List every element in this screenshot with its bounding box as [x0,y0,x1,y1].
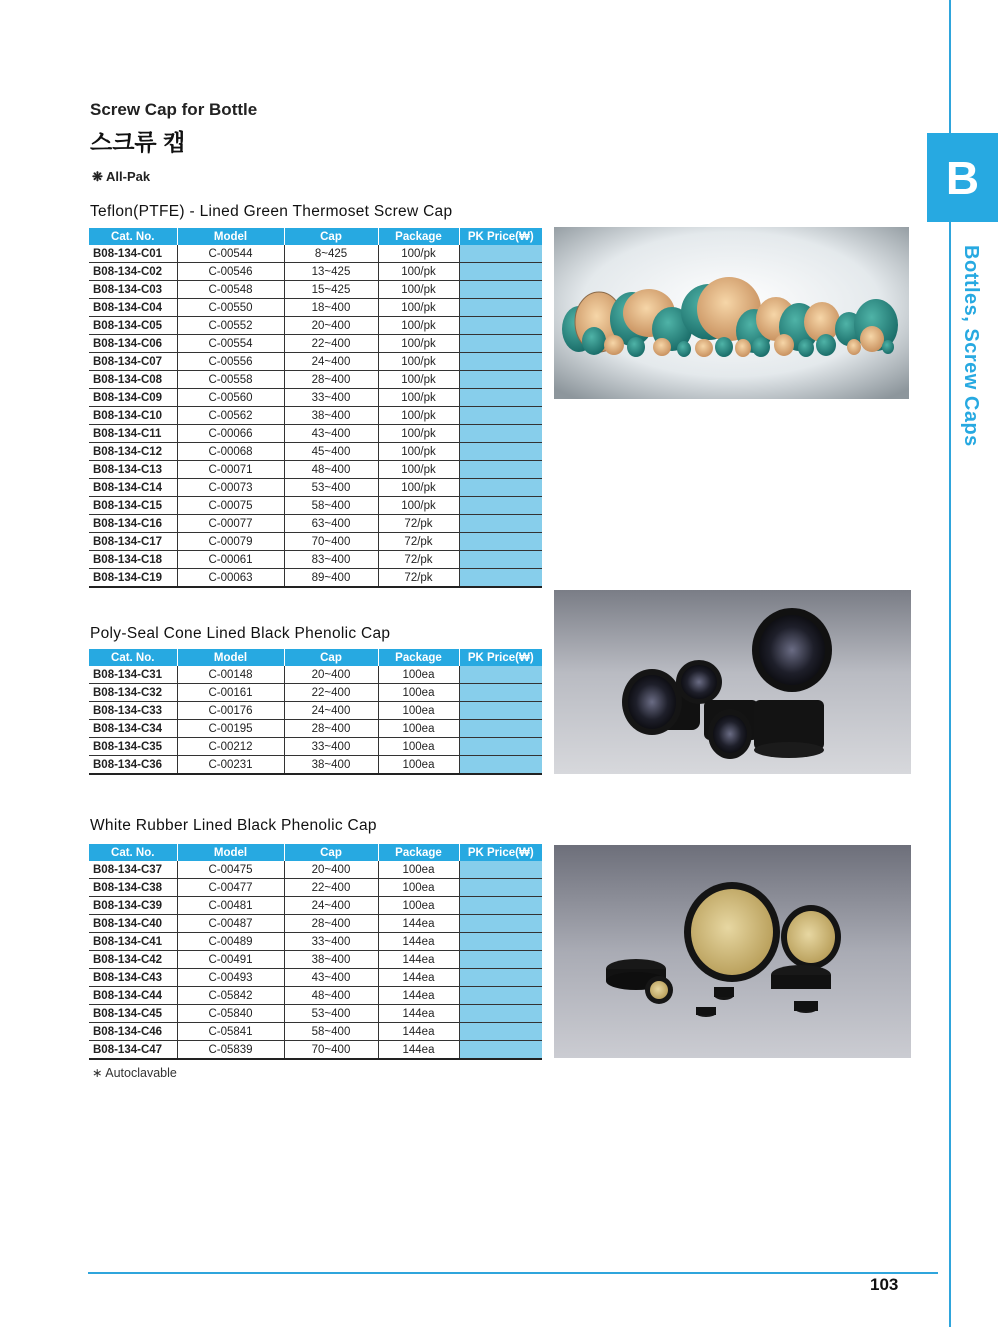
price-cell [459,969,542,987]
table-row [89,897,542,915]
package-cell: 100ea [378,720,459,738]
price-cell [459,389,542,407]
col-header-price: PK Price(₩) [459,649,542,666]
model-cell: C-00212 [177,738,284,756]
cap-cell: 20~400 [284,666,378,684]
footnote-autoclavable: ∗ Autoclavable [92,1066,177,1080]
table-poly-seal [89,649,542,775]
price-cell [459,861,542,879]
col-header-model: Model [177,228,284,245]
price-cell [459,407,542,425]
cap-cell: 13~425 [284,263,378,281]
package-cell: 100/pk [378,335,459,353]
model-cell: C-00544 [177,245,284,263]
col-header-cap: Cap [284,649,378,666]
table-row [89,461,542,479]
cap-cell: 45~400 [284,443,378,461]
table-row [89,389,542,407]
package-cell: 100ea [378,861,459,879]
model-cell: C-05842 [177,987,284,1005]
price-cell [459,533,542,551]
page-title-ko: 스크류 캡 [90,129,186,155]
package-cell: 100ea [378,666,459,684]
table-row [89,479,542,497]
price-cell [459,443,542,461]
price-cell [459,720,542,738]
model-cell: C-05840 [177,1005,284,1023]
table-row [89,497,542,515]
cap-cell: 33~400 [284,933,378,951]
cap-cell: 15~425 [284,281,378,299]
model-cell: C-00550 [177,299,284,317]
package-cell: 100/pk [378,317,459,335]
cat-no-cell: B08-134-C04 [89,299,177,317]
table-row [89,551,542,569]
model-cell: C-00548 [177,281,284,299]
cap-cell: 24~400 [284,897,378,915]
cap-cell: 33~400 [284,738,378,756]
cap-cell: 48~400 [284,987,378,1005]
cat-no-cell: B08-134-C35 [89,738,177,756]
package-cell: 144ea [378,951,459,969]
table-row [89,969,542,987]
col-header-cap: Cap [284,844,378,861]
table-row [89,353,542,371]
price-cell [459,1005,542,1023]
model-cell: C-00477 [177,879,284,897]
cat-no-cell: B08-134-C38 [89,879,177,897]
cap-cell: 53~400 [284,479,378,497]
price-cell [459,461,542,479]
cap-cell: 38~400 [284,756,378,775]
section-title-white-rubber: White Rubber Lined Black Phenolic Cap [90,817,377,834]
cap-cell: 22~400 [284,879,378,897]
cap-cell: 53~400 [284,1005,378,1023]
cap-cell: 20~400 [284,861,378,879]
section-title-teflon: Teflon(PTFE) - Lined Green Thermoset Screw Cap [90,203,453,220]
chapter-label: Bottles, Screw Caps [960,245,982,447]
table-row [89,756,542,775]
price-cell [459,951,542,969]
footer-rule [88,1272,938,1274]
cap-cell: 28~400 [284,371,378,389]
model-cell: C-00562 [177,407,284,425]
price-cell [459,1023,542,1041]
cat-no-cell: B08-134-C15 [89,497,177,515]
col-header-model: Model [177,649,284,666]
table-row [89,407,542,425]
table-row [89,915,542,933]
table-row [89,425,542,443]
col-header-package: Package [378,228,459,245]
price-cell [459,987,542,1005]
col-header-cat-no: Cat. No. [89,228,177,245]
cap-cell: 89~400 [284,569,378,588]
cat-no-cell: B08-134-C33 [89,702,177,720]
cap-cell: 63~400 [284,515,378,533]
model-cell: C-00231 [177,756,284,775]
package-cell: 100/pk [378,443,459,461]
cat-no-cell: B08-134-C08 [89,371,177,389]
model-cell: C-00061 [177,551,284,569]
price-cell [459,702,542,720]
table-row [89,263,542,281]
table-row [89,720,542,738]
model-cell: C-00073 [177,479,284,497]
table-row [89,335,542,353]
cat-no-cell: B08-134-C41 [89,933,177,951]
col-header-cap: Cap [284,228,378,245]
model-cell: C-00493 [177,969,284,987]
package-cell: 100ea [378,684,459,702]
cat-no-cell: B08-134-C19 [89,569,177,588]
package-cell: 100/pk [378,479,459,497]
table-row [89,443,542,461]
table-row [89,281,542,299]
cat-no-cell: B08-134-C47 [89,1041,177,1060]
model-cell: C-00552 [177,317,284,335]
cap-cell: 43~400 [284,969,378,987]
package-cell: 100/pk [378,353,459,371]
cap-cell: 24~400 [284,353,378,371]
price-cell [459,335,542,353]
cap-cell: 58~400 [284,1023,378,1041]
price-cell [459,684,542,702]
price-cell [459,425,542,443]
cap-cell: 43~400 [284,425,378,443]
package-cell: 100/pk [378,371,459,389]
package-cell: 100ea [378,702,459,720]
cat-no-cell: B08-134-C17 [89,533,177,551]
model-cell: C-00071 [177,461,284,479]
price-cell [459,299,542,317]
cat-no-cell: B08-134-C05 [89,317,177,335]
package-cell: 100ea [378,897,459,915]
table-row [89,569,542,588]
cap-cell: 28~400 [284,720,378,738]
price-cell [459,933,542,951]
col-header-package: Package [378,844,459,861]
model-cell: C-00066 [177,425,284,443]
price-cell [459,515,542,533]
package-cell: 144ea [378,1041,459,1060]
package-cell: 144ea [378,1023,459,1041]
price-cell [459,915,542,933]
col-header-cat-no: Cat. No. [89,844,177,861]
cat-no-cell: B08-134-C36 [89,756,177,775]
model-cell: C-00161 [177,684,284,702]
cat-no-cell: B08-134-C43 [89,969,177,987]
col-header-cat-no: Cat. No. [89,649,177,666]
col-header-price: PK Price(₩) [459,228,542,245]
cat-no-cell: B08-134-C14 [89,479,177,497]
col-header-model: Model [177,844,284,861]
package-cell: 144ea [378,969,459,987]
cap-cell: 38~400 [284,951,378,969]
table-row [89,861,542,879]
price-cell [459,479,542,497]
package-cell: 100ea [378,756,459,775]
price-cell [459,666,542,684]
table-row [89,933,542,951]
cap-cell: 22~400 [284,335,378,353]
model-cell: C-05839 [177,1041,284,1060]
cat-no-cell: B08-134-C12 [89,443,177,461]
chapter-tab: B [927,133,998,222]
model-cell: C-05841 [177,1023,284,1041]
cat-no-cell: B08-134-C11 [89,425,177,443]
table-row [89,987,542,1005]
cat-no-cell: B08-134-C34 [89,720,177,738]
table-row [89,1023,542,1041]
cat-no-cell: B08-134-C16 [89,515,177,533]
page-number: 103 [870,1275,899,1294]
col-header-package: Package [378,649,459,666]
model-cell: C-00068 [177,443,284,461]
model-cell: C-00546 [177,263,284,281]
package-cell: 72/pk [378,515,459,533]
package-cell: 100/pk [378,389,459,407]
package-cell: 100/pk [378,281,459,299]
model-cell: C-00075 [177,497,284,515]
price-cell [459,497,542,515]
cap-cell: 18~400 [284,299,378,317]
table-row [89,1005,542,1023]
cat-no-cell: B08-134-C40 [89,915,177,933]
cap-cell: 70~400 [284,533,378,551]
cap-cell: 22~400 [284,684,378,702]
package-cell: 100ea [378,879,459,897]
table-row [89,533,542,551]
section-title-poly-seal: Poly-Seal Cone Lined Black Phenolic Cap [90,625,391,642]
table-row [89,299,542,317]
cat-no-cell: B08-134-C01 [89,245,177,263]
product-photo-rubber-lined-caps [554,845,911,1058]
cat-no-cell: B08-134-C10 [89,407,177,425]
price-cell [459,897,542,915]
table-white-rubber [89,844,542,1060]
price-cell [459,569,542,588]
cap-cell: 58~400 [284,497,378,515]
model-cell: C-00556 [177,353,284,371]
table-row [89,879,542,897]
model-cell: C-00475 [177,861,284,879]
model-cell: C-00063 [177,569,284,588]
price-cell [459,245,542,263]
package-cell: 100ea [378,738,459,756]
cat-no-cell: B08-134-C03 [89,281,177,299]
cat-no-cell: B08-134-C44 [89,987,177,1005]
model-cell: C-00487 [177,915,284,933]
table-row [89,317,542,335]
price-cell [459,1041,542,1060]
cat-no-cell: B08-134-C09 [89,389,177,407]
cat-no-cell: B08-134-C06 [89,335,177,353]
price-cell [459,756,542,775]
package-cell: 72/pk [378,551,459,569]
cat-no-cell: B08-134-C37 [89,861,177,879]
model-cell: C-00558 [177,371,284,389]
table-row [89,951,542,969]
package-cell: 144ea [378,915,459,933]
product-photo-poly-seal-caps [554,590,911,774]
model-cell: C-00148 [177,666,284,684]
col-header-price: PK Price(₩) [459,844,542,861]
package-cell: 100/pk [378,263,459,281]
product-photo-green-caps [554,227,909,399]
cap-cell: 8~425 [284,245,378,263]
model-cell: C-00554 [177,335,284,353]
model-cell: C-00077 [177,515,284,533]
page-title-en: Screw Cap for Bottle [90,100,258,119]
cat-no-cell: B08-134-C32 [89,684,177,702]
table-row [89,666,542,684]
cat-no-cell: B08-134-C31 [89,666,177,684]
cap-cell: 24~400 [284,702,378,720]
table-row [89,245,542,263]
model-cell: C-00489 [177,933,284,951]
cat-no-cell: B08-134-C39 [89,897,177,915]
cat-no-cell: B08-134-C02 [89,263,177,281]
price-cell [459,263,542,281]
model-cell: C-00079 [177,533,284,551]
package-cell: 100/pk [378,497,459,515]
package-cell: 144ea [378,987,459,1005]
package-cell: 144ea [378,1005,459,1023]
model-cell: C-00195 [177,720,284,738]
brand-label: ❋ All-Pak [92,169,151,184]
model-cell: C-00176 [177,702,284,720]
price-cell [459,281,542,299]
model-cell: C-00481 [177,897,284,915]
cap-cell: 33~400 [284,389,378,407]
table-row [89,515,542,533]
price-cell [459,879,542,897]
cat-no-cell: B08-134-C45 [89,1005,177,1023]
cap-cell: 38~400 [284,407,378,425]
model-cell: C-00491 [177,951,284,969]
price-cell [459,738,542,756]
price-cell [459,353,542,371]
price-cell [459,317,542,335]
cap-cell: 48~400 [284,461,378,479]
package-cell: 72/pk [378,569,459,588]
package-cell: 100/pk [378,461,459,479]
table-row [89,684,542,702]
table-row [89,1041,542,1060]
package-cell: 72/pk [378,533,459,551]
cap-cell: 83~400 [284,551,378,569]
package-cell: 144ea [378,933,459,951]
price-cell [459,551,542,569]
cap-cell: 20~400 [284,317,378,335]
package-cell: 100/pk [378,425,459,443]
table-row [89,702,542,720]
price-cell [459,371,542,389]
cat-no-cell: B08-134-C46 [89,1023,177,1041]
cat-no-cell: B08-134-C42 [89,951,177,969]
cat-no-cell: B08-134-C18 [89,551,177,569]
cap-cell: 28~400 [284,915,378,933]
table-row [89,371,542,389]
package-cell: 100/pk [378,245,459,263]
cat-no-cell: B08-134-C07 [89,353,177,371]
model-cell: C-00560 [177,389,284,407]
table-row [89,738,542,756]
cap-cell: 70~400 [284,1041,378,1060]
package-cell: 100/pk [378,407,459,425]
table-teflon [89,228,542,588]
cat-no-cell: B08-134-C13 [89,461,177,479]
package-cell: 100/pk [378,299,459,317]
